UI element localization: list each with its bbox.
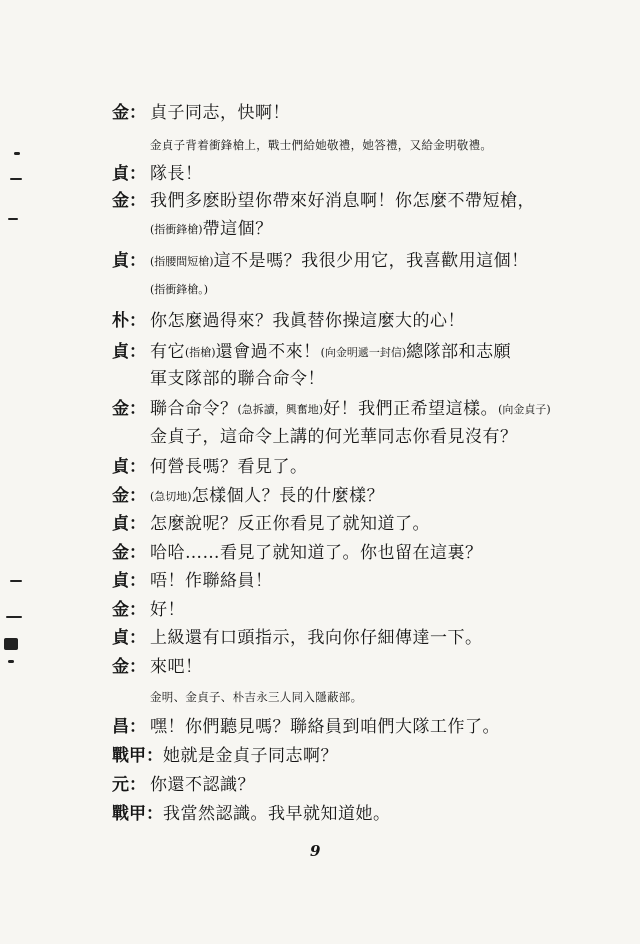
dialogue-text: [150, 429, 518, 446]
spoken-text: 嘿！你們聽見嗎？聯絡員到咱們大隊工作了。: [150, 717, 500, 737]
speaker-label: 貞：: [112, 164, 146, 184]
speaker-label: 貞：: [112, 251, 146, 271]
speaker-label: 朴：: [112, 311, 146, 331]
stage-note: (指腰間短槍): [150, 255, 214, 268]
spoken-text: 上級還有口頭指示，我向你仔細傳達一下。: [150, 628, 483, 648]
spoken-text: 她就是金貞子同志啊？: [163, 746, 338, 766]
spoken-text: 來吧！: [150, 657, 203, 677]
spoken-text: 軍支隊部的聯合命令！: [150, 369, 325, 389]
dialogue-text: [150, 281, 208, 298]
spoken-text: 帶這個？: [202, 219, 273, 239]
stage-note: (向金明遞一封信): [320, 346, 407, 359]
dialogue-text: [150, 719, 500, 736]
dialogue-text: [150, 516, 430, 533]
dialogue-text: [150, 193, 535, 210]
dialogue-text: [150, 253, 529, 270]
stage-direction-text: 金貞子背着衝鋒槍上，戰士們給她敬禮，她答禮，又給金明敬禮。: [150, 138, 493, 152]
spoken-text: 好！: [150, 600, 185, 620]
speaker-label: 貞：: [112, 571, 146, 591]
spoken-text: 這不是嗎？我很少用它，我喜歡用這個！: [213, 251, 529, 271]
speaker-label: 金：: [112, 191, 146, 211]
spoken-text: 總隊部和志願: [406, 342, 512, 362]
dialogue-text: [150, 105, 290, 122]
spoken-text: 我們多麽盼望你帶來好消息啊！你怎麼不帶短槍，: [150, 191, 535, 211]
speaker-label: 貞：: [112, 628, 146, 648]
dialogue-text: [150, 777, 255, 794]
speaker-label: 貞：: [112, 457, 146, 477]
scan-mark: [8, 218, 18, 220]
speaker-label: 金：: [112, 600, 146, 620]
spoken-text: 有它: [150, 342, 185, 362]
spoken-text: 怎樣個人？長的什麼樣？: [191, 486, 385, 506]
stage-note: (向金貞子): [498, 403, 551, 416]
spoken-text: 唔！作聯絡員！: [150, 571, 273, 591]
spoken-text: 聯合命令？: [150, 399, 238, 419]
dialogue-text: [150, 401, 551, 418]
speaker-label: 金：: [112, 103, 146, 123]
dialogue-text: [150, 313, 465, 330]
dialogue-text: [163, 806, 391, 823]
scan-mark: [10, 580, 22, 582]
dialogue-text: [150, 573, 273, 590]
spoken-text: 哈哈……看見了就知道了。你也留在這裏？: [150, 543, 483, 563]
spoken-text: 我當然認識。我早就知道她。: [163, 804, 391, 824]
scan-mark: [8, 660, 14, 663]
scan-mark: [4, 638, 18, 650]
dialogue-text: [163, 748, 338, 765]
stage-note: (指衝鋒槍。): [150, 283, 209, 296]
spoken-text: 何營長嗎？看見了。: [150, 457, 308, 477]
spoken-text: 好！我們正希望這樣。: [323, 399, 499, 419]
stage-note: (急切地): [150, 490, 192, 503]
spoken-text: 怎麼說呢？反正你看見了就知道了。: [150, 514, 430, 534]
dialogue-text: [150, 488, 384, 505]
scan-mark: [10, 178, 22, 180]
speaker-label: 金：: [112, 399, 146, 419]
dialogue-text: [150, 602, 185, 619]
dialogue-text: [150, 221, 273, 238]
stage-direction-text: 金明、金貞子、朴吉永三人同入隱蔽部。: [150, 690, 363, 704]
dialogue-text: [150, 545, 483, 562]
stage-note: (急拆讀，興奮地): [237, 403, 324, 416]
dialogue-text: [150, 659, 203, 676]
speaker-label: 金：: [112, 657, 146, 677]
stage-note: (指衝鋒槍): [150, 223, 203, 236]
speaker-label: 金：: [112, 486, 146, 506]
scan-mark: [14, 152, 20, 155]
speaker-label: 戰甲：: [112, 804, 163, 824]
spoken-text: 你怎麼過得來？我眞替你操這麼大的心！: [150, 311, 465, 331]
speaker-label: 戰甲：: [112, 746, 163, 766]
speaker-label: 金：: [112, 543, 146, 563]
spoken-text: 隊長！: [150, 164, 203, 184]
spoken-text: 還會過不來！: [215, 342, 321, 362]
speaker-label: 昌：: [112, 717, 146, 737]
dialogue-text: [150, 459, 308, 476]
speaker-label: 貞：: [112, 342, 146, 362]
scan-mark: [6, 616, 22, 618]
dialogue-text: [150, 166, 203, 183]
stage-note: (指槍): [185, 346, 216, 359]
spoken-text: 你還不認識？: [150, 775, 255, 795]
page-number: 9: [310, 842, 321, 860]
dialogue-text: [150, 371, 325, 388]
speaker-label: 元：: [112, 775, 146, 795]
speaker-label: 貞：: [112, 514, 146, 534]
dialogue-text: [150, 344, 511, 361]
dialogue-text: [150, 630, 483, 647]
spoken-text: 貞子同志，快啊！: [150, 103, 290, 123]
spoken-text: 金貞子，這命令上講的何光華同志你看見沒有？: [150, 427, 518, 447]
